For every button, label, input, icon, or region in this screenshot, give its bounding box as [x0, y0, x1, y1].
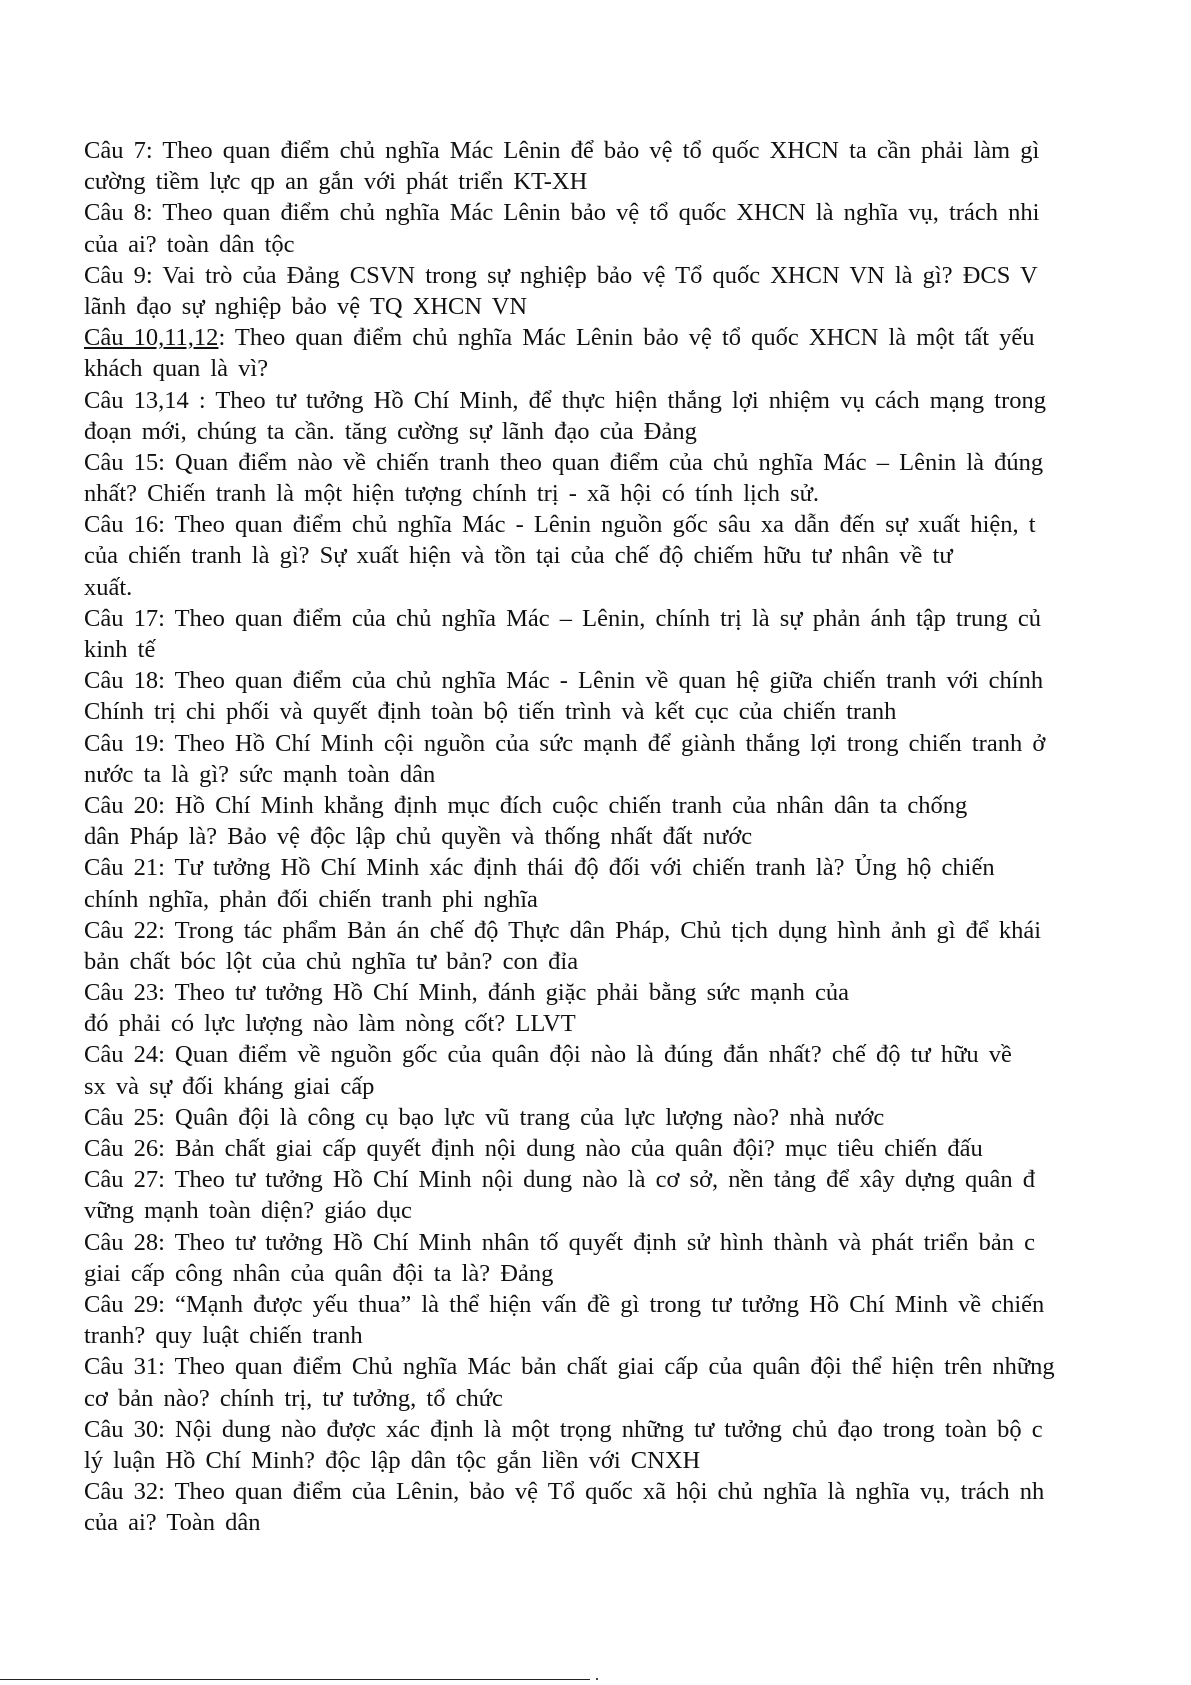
line-text: : Theo quan điểm chủ nghĩa Mác Lênin bảo vệ tổ quốc XHCN là một tất yếu: [218, 324, 1035, 352]
line-text: Câu 32: Theo quan điểm của Lênin, bảo vệ Tổ quốc xã hội chủ nghĩa là nghĩa vụ, trách nh: [84, 1478, 1045, 1506]
line-text: nước ta là gì? sức mạnh toàn dân: [84, 760, 436, 788]
text-line: [84, 166, 1191, 197]
footer-mark: [596, 1678, 598, 1680]
text-line: [84, 790, 1191, 821]
line-text: Câu 23: Theo tư tưởng Hồ Chí Minh, đánh giặc phải bằng sức mạnh của: [84, 979, 849, 1007]
line-text: vững mạnh toàn diện? giáo dục: [84, 1197, 412, 1225]
line-text: Câu 18: Theo quan điểm của chủ nghĩa Mác - Lênin về quan hệ giữa chiến tranh với chính: [84, 667, 1044, 695]
text-line: [84, 1320, 1191, 1351]
text-line: [84, 1258, 1191, 1289]
line-text: nhất? Chiến tranh là một hiện tượng chính trị - xã hội có tính lịch sử.: [84, 480, 820, 508]
line-text: lãnh đạo sự nghiệp bảo vệ TQ XHCN VN: [84, 292, 528, 320]
text-line: [84, 322, 1191, 353]
text-line: [84, 852, 1191, 883]
line-text: tranh? quy luật chiến tranh: [84, 1322, 363, 1350]
text-line: [84, 572, 1191, 603]
text-line: [84, 1227, 1191, 1258]
text-line: [84, 1351, 1191, 1382]
text-line: [84, 135, 1191, 166]
text-line: [84, 946, 1191, 977]
line-text: chính nghĩa, phản đối chiến tranh phi nghĩa: [84, 885, 538, 913]
text-line: [84, 821, 1191, 852]
line-text: Câu 19: Theo Hồ Chí Minh cội nguồn của sức mạnh để giành thắng lợi trong chiến tranh ở: [84, 729, 1046, 757]
text-line: [84, 1445, 1191, 1476]
text-line: [84, 634, 1191, 665]
text-line: [84, 509, 1191, 540]
line-text: sx và sự đối kháng giai cấp: [84, 1072, 375, 1100]
text-line: [84, 884, 1191, 915]
text-line: [84, 1507, 1191, 1538]
line-text: của ai? Toàn dân: [84, 1509, 261, 1537]
text-line: [84, 229, 1191, 260]
line-text: Câu 8: Theo quan điểm chủ nghĩa Mác Lênin bảo vệ tổ quốc XHCN là nghĩa vụ, trách nhi: [84, 199, 1040, 227]
line-text: Câu 17: Theo quan điểm của chủ nghĩa Mác – Lênin, chính trị là sự phản ánh tập trung củ: [84, 604, 1041, 632]
document-body: [84, 135, 1191, 1538]
line-text: cường tiềm lực qp an gắn với phát triển KT-XH: [84, 168, 588, 196]
line-text: Câu 13,14 : Theo tư tưởng Hồ Chí Minh, để thực hiện thắng lợi nhiệm vụ cách mạng trong: [84, 386, 1047, 414]
line-text: Câu 28: Theo tư tưởng Hồ Chí Minh nhân tố quyết định sử hình thành và phát triển bản c: [84, 1228, 1036, 1256]
text-line: [84, 1476, 1191, 1507]
text-line: [84, 353, 1191, 384]
text-line: [84, 1289, 1191, 1320]
text-line: [84, 260, 1191, 291]
line-text: đó phải có lực lượng nào làm nòng cốt? LLVT: [84, 1010, 576, 1038]
footer-rule: [0, 1679, 590, 1680]
line-text: Câu 15: Quan điểm nào về chiến tranh theo quan điểm của chủ nghĩa Mác – Lênin là đúng: [84, 448, 1044, 476]
line-text: Câu 27: Theo tư tưởng Hồ Chí Minh nội dung nào là cơ sở, nền tảng để xây dựng quân đ: [84, 1166, 1035, 1194]
text-line: [84, 1195, 1191, 1226]
underlined-label: Câu 10,11,12: [84, 324, 219, 352]
text-line: [84, 291, 1191, 322]
line-text: khách quan là vì?: [84, 355, 269, 383]
line-text: giai cấp công nhân của quân đội ta là? Đảng: [84, 1259, 554, 1287]
line-text: đoạn mới, chúng ta cần. tăng cường sự lãnh đạo của Đảng: [84, 417, 697, 445]
text-line: [84, 603, 1191, 634]
line-text: Câu 16: Theo quan điểm chủ nghĩa Mác - Lênin nguồn gốc sâu xa dẫn đến sự xuất hiện, t: [84, 511, 1036, 539]
text-line: [84, 1414, 1191, 1445]
text-line: [84, 540, 1191, 571]
text-line: [84, 696, 1191, 727]
line-text: Câu 24: Quan điểm về nguồn gốc của quân đội nào là đúng đắn nhất? chế độ tư hữu về: [84, 1041, 1012, 1069]
text-line: [84, 447, 1191, 478]
line-text: Câu 30: Nội dung nào được xác định là một trọng những tư tưởng chủ đạo trong toàn bộ c: [84, 1415, 1043, 1443]
line-text: Câu 31: Theo quan điểm Chủ nghĩa Mác bản chất giai cấp của quân đội thể hiện trên những: [84, 1353, 1055, 1381]
text-line: [84, 478, 1191, 509]
text-line: [84, 759, 1191, 790]
line-text: Câu 9: Vai trò của Đảng CSVN trong sự nghiệp bảo vệ Tổ quốc XHCN VN là gì? ĐCS V: [84, 261, 1038, 289]
text-line: [84, 416, 1191, 447]
text-line: [84, 1102, 1191, 1133]
line-text: Câu 21: Tư tưởng Hồ Chí Minh xác định thái độ đối với chiến tranh là? Ủng hộ chiến: [84, 854, 995, 882]
line-text: dân Pháp là? Bảo vệ độc lập chủ quyền và thống nhất đất nước: [84, 823, 753, 851]
line-text: lý luận Hồ Chí Minh? độc lập dân tộc gắn liền với CNXH: [84, 1446, 701, 1474]
line-text: Câu 25: Quân đội là công cụ bạo lực vũ trang của lực lượng nào? nhà nước: [84, 1103, 885, 1131]
line-text: Câu 29: “Mạnh được yếu thua” là thể hiện vấn đề gì trong tư tưởng Hồ Chí Minh về chiến: [84, 1290, 1045, 1318]
text-line: [84, 1071, 1191, 1102]
text-line: [84, 1133, 1191, 1164]
text-line: [84, 1008, 1191, 1039]
text-line: [84, 1383, 1191, 1414]
line-text: Câu 26: Bản chất giai cấp quyết định nội dung nào của quân đội? mục tiêu chiến đấu: [84, 1135, 983, 1162]
text-line: [84, 197, 1191, 228]
text-line: [84, 728, 1191, 759]
text-line: [84, 1039, 1191, 1070]
line-text: kinh tế: [84, 636, 156, 663]
line-text: cơ bản nào? chính trị, tư tưởng, tổ chức: [84, 1384, 503, 1412]
text-line: [84, 1164, 1191, 1195]
line-text: Câu 7: Theo quan điểm chủ nghĩa Mác Lênin để bảo vệ tổ quốc XHCN ta cần phải làm gì: [84, 137, 1040, 164]
line-text: của chiến tranh là gì? Sự xuất hiện và tồn tại của chế độ chiếm hữu tư nhân về tư: [84, 542, 953, 570]
text-line: [84, 665, 1191, 696]
line-text: Câu 20: Hồ Chí Minh khẳng định mục đích cuộc chiến tranh của nhân dân ta chống: [84, 791, 968, 819]
line-text: bản chất bóc lột của chủ nghĩa tư bản? con đỉa: [84, 947, 579, 975]
line-text: Chính trị chi phối và quyết định toàn bộ tiến trình và kết cục của chiến tranh: [84, 698, 897, 726]
text-line: [84, 977, 1191, 1008]
line-text: của ai? toàn dân tộc: [84, 230, 295, 258]
line-text: Câu 22: Trong tác phẩm Bản án chế độ Thực dân Pháp, Chủ tịch dụng hình ảnh gì để khái: [84, 916, 1042, 944]
line-text: xuất.: [84, 573, 133, 601]
text-line: [84, 915, 1191, 946]
text-line: [84, 385, 1191, 416]
